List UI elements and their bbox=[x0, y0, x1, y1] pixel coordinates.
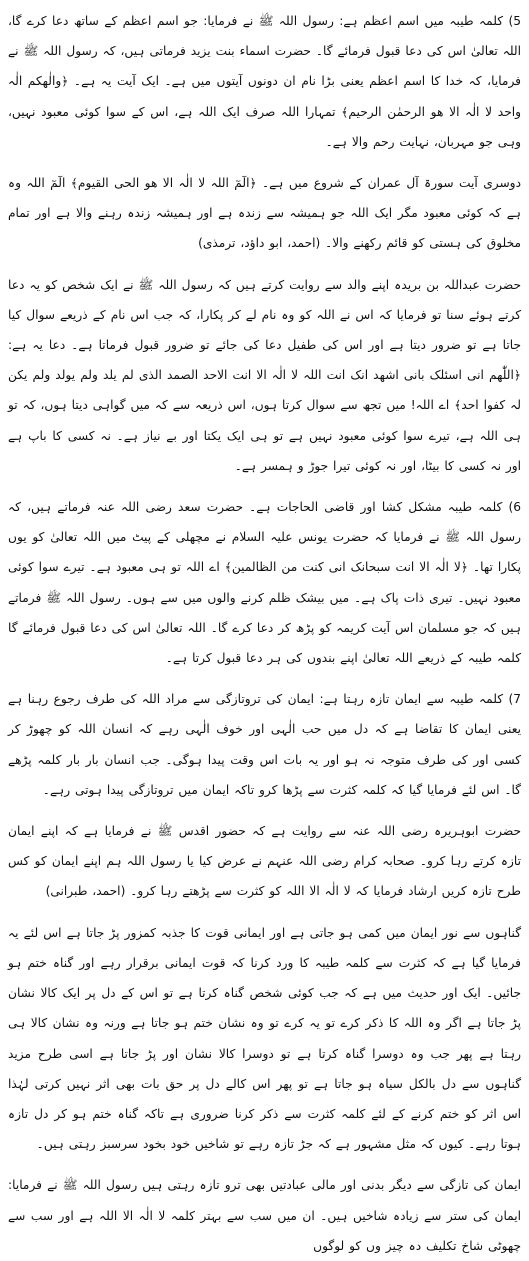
paragraph-abu-huraira: حضرت ابوہریرہ رضی اللہ عنہ سے روایت ہے کہ حضور اقدس ﷺ نے فرمایا ہے کہ اپنے ایمان تازہ کرتے رہا کرو۔ صحابہ کرام رضی اللہ عنہم نے عرض کیا یا رسول اللہ ہم اپنے ایمان کو کس طرح تازہ کریں ارشاد فرمایا کہ لا الٰہ الا اللہ کو کثرت سے پڑھتے رہا کرو۔ (احمد، طبرانی) bbox=[8, 824, 521, 899]
paragraph-abdullah-bin-buraida: حضرت عبداللہ بن بریدہ اپنے والد سے روایت کرتے ہیں کہ رسول اللہ ﷺ نے ایک شخص کو یہ دعا کرتے ہوئے سنا تو فرمایا کہ اس نے اللہ کو وہ نام لے کر پکارا، کہ جب اس نام کے ذریعے سوال کیا جاتا ہے تو ضرور دیتا ہے اور اس کی طفیل دعا کی جائے تو ضرور قبول فرماتا ہے۔ دعا یہ ہے: ﴿اللّٰھم انی اسئلک بانی اشھد انک انت اللہ لا الٰہ الا انت الاحد الصمد الذی لم یلد ولم یولد ولم یکن لہ کفوا احد﴾ اے اللہ! میں تجھ سے سوال کرتا ہوں، اس ذریعہ سے کہ میں گواہی دیتا ہوں، کہ تو ہی اللہ ہے، تیرے سوا کوئی معبود نہیں ہے تو ہی ایک یکتا اور بے نیاز ہے۔ نہ کسی کا باپ ہے اور نہ کسی کا بیٹا، اور نہ کوئی تیرا جوڑ و ہمسر ہے۔ bbox=[8, 277, 521, 473]
paragraph-iman-ki-tazgi: ایمان کی تازگی سے دیگر بدنی اور مالی عبادتیں بھی ترو تازہ رہتی ہیں رسول اللہ ﷺ نے فرمایا: ایمان کی ستر سے زیادہ شاخیں ہیں۔ ان میں سب سے بہتر کلمہ لا الٰہ الا اللہ ہے اور سب سے چھوٹی شاخ تکلیف دہ چیز وں کو لوگوں bbox=[8, 1178, 521, 1253]
paragraph-al-imran-verse: دوسری آیت سورۃ آل عمران کے شروع میں ہے۔ ﴿الٓمٓ اللہ لا الٰہ الا ھو الحی القیوم﴾ الٓمٓ اللہ وہ ہے کہ کوئی معبود مگر ایک اللہ جو ہمیشہ سے زندہ ہے اور ہمیشہ زندہ رہنے والا ہے اور تمام مخلوق کی ہستی کو قائم رکھنے والا۔ (احمد، ابو داؤد، ترمذی) bbox=[8, 176, 521, 251]
paragraph-7-iman-taza: 7) کلمہ طیبہ سے ایمان تازہ رہتا ہے: ایمان کی تروتازگی سے مراد اللہ کی طرف رجوع رہنا ہے یعنی ایمان کا تقاضا ہے کہ دل میں حب الٰہی اور خوف الٰہی رہے کہ انسان اللہ کو چھوڑ کر کسی اور کی طرف متوجہ نہ ہو اور یہ بات اس وقت پیدا ہوگی۔ جب انسان بار بار کلمہ پڑھے گا۔ اس لئے فرمایا گیا کہ کلمہ کثرت سے پڑھا کرو تاکہ ایمان میں تروتازگی پیدا ہوتی رہے۔ bbox=[8, 692, 521, 797]
paragraph-6-mushkil-kusha: 6) کلمہ طیبہ مشکل کشا اور قاضی الحاجات ہے۔ حضرت سعد رضی اللہ عنہ فرماتے ہیں، کہ رسول اللہ ﷺ نے فرمایا کہ حضرت یونس علیہ السلام نے مچھلی کے پیٹ میں اللہ تعالیٰ کو یوں پکارا تھا۔ ﴿لا الٰہ الا انت سبحانک انی کنت من الظالمین﴾ اے اللہ تو ہی معبود ہے۔ تیرے سوا کوئی معبود نہیں۔ تیری ذات پاک ہے۔ میں بیشک ظلم کرنے والوں میں سے ہوں۔ رسول اللہ ﷺ فرماتے ہیں کہ جو مسلمان اس آیت کریمہ کو پڑھ کر دعا کرے گا۔ اللہ تعالیٰ اس کی دعا قبول فرمائے گا کلمہ طیبہ کے ذریعے اللہ تعالیٰ اپنے بندوں کی ہر دعا قبول کرتا ہے۔ bbox=[8, 500, 521, 666]
paragraph-gunahon-se: گناہوں سے نور ایمان میں کمی ہو جاتی ہے اور ایمانی قوت کا جذبہ کمزور پڑ جاتا ہے اس لئے یہ فرمایا گیا ہے کہ کثرت سے کلمہ طیبہ کا ورد کرنا کہ قوت ایمانی برقرار رہے اور گناہ ختم ہو جائیں۔ ایک اور حدیث میں ہے کہ جب کوئی شخص گناہ کرتا ہے تو اس کے دل پر ایک کالا نشان پڑ جاتا ہے اگر وہ اللہ کا ذکر کرے تو یہ کرے تو وہ نشان ختم ہو جاتا ہے ورنہ وہ نشان کالا ہی رہتا ہے پھر جب وہ دوسرا گناہ کرتا ہے تو دوسرا کالا نشان اور پڑ جاتا ہے اسی طرح مزید گناہوں سے دل بالکل سیاہ ہو جاتا ہے تو پھر اس کالے دل پر حق بات بھی اثر نہیں کرتی لہٰذا اس اثر کو ختم کرنے کے لئے کلمہ کثرت سے ذکر کرنا ضروری ہے تاکہ گناہ ختم ہو کر دل تازہ ہوتا رہے۔ کیوں کہ مثل مشہور ہے کہ جڑ تازہ رہے تو شاخیں خود بخود سرسبز رہتی ہیں۔ bbox=[8, 925, 521, 1152]
paragraph-5-ism-e-azam: 5) کلمہ طیبہ میں اسم اعظم ہے: رسول اللہ ﷺ نے فرمایا: جو اسم اعظم کے ساتھ دعا کرے گا، اللہ تعالیٰ اس کی دعا قبول فرمائے گا۔ حضرت اسماء بنت یزید فرماتی ہیں، کہ رسول اللہ ﷺ نے فرمایا، کہ خدا کا اسم اعظم یعنی بڑا نام ان دونوں آیتوں میں ہے۔ ایک آیت یہ ہے۔ ﴿والٰھکم الٰہ واحد لا الٰہ الا ھو الرحمٰن الرحیم﴾ تمہارا اللہ صرف ایک اللہ ہے، اس کے سوا کوئی معبود نہیں، وہی جو مہربان، نہایت رحم والا ہے۔ bbox=[8, 14, 521, 149]
